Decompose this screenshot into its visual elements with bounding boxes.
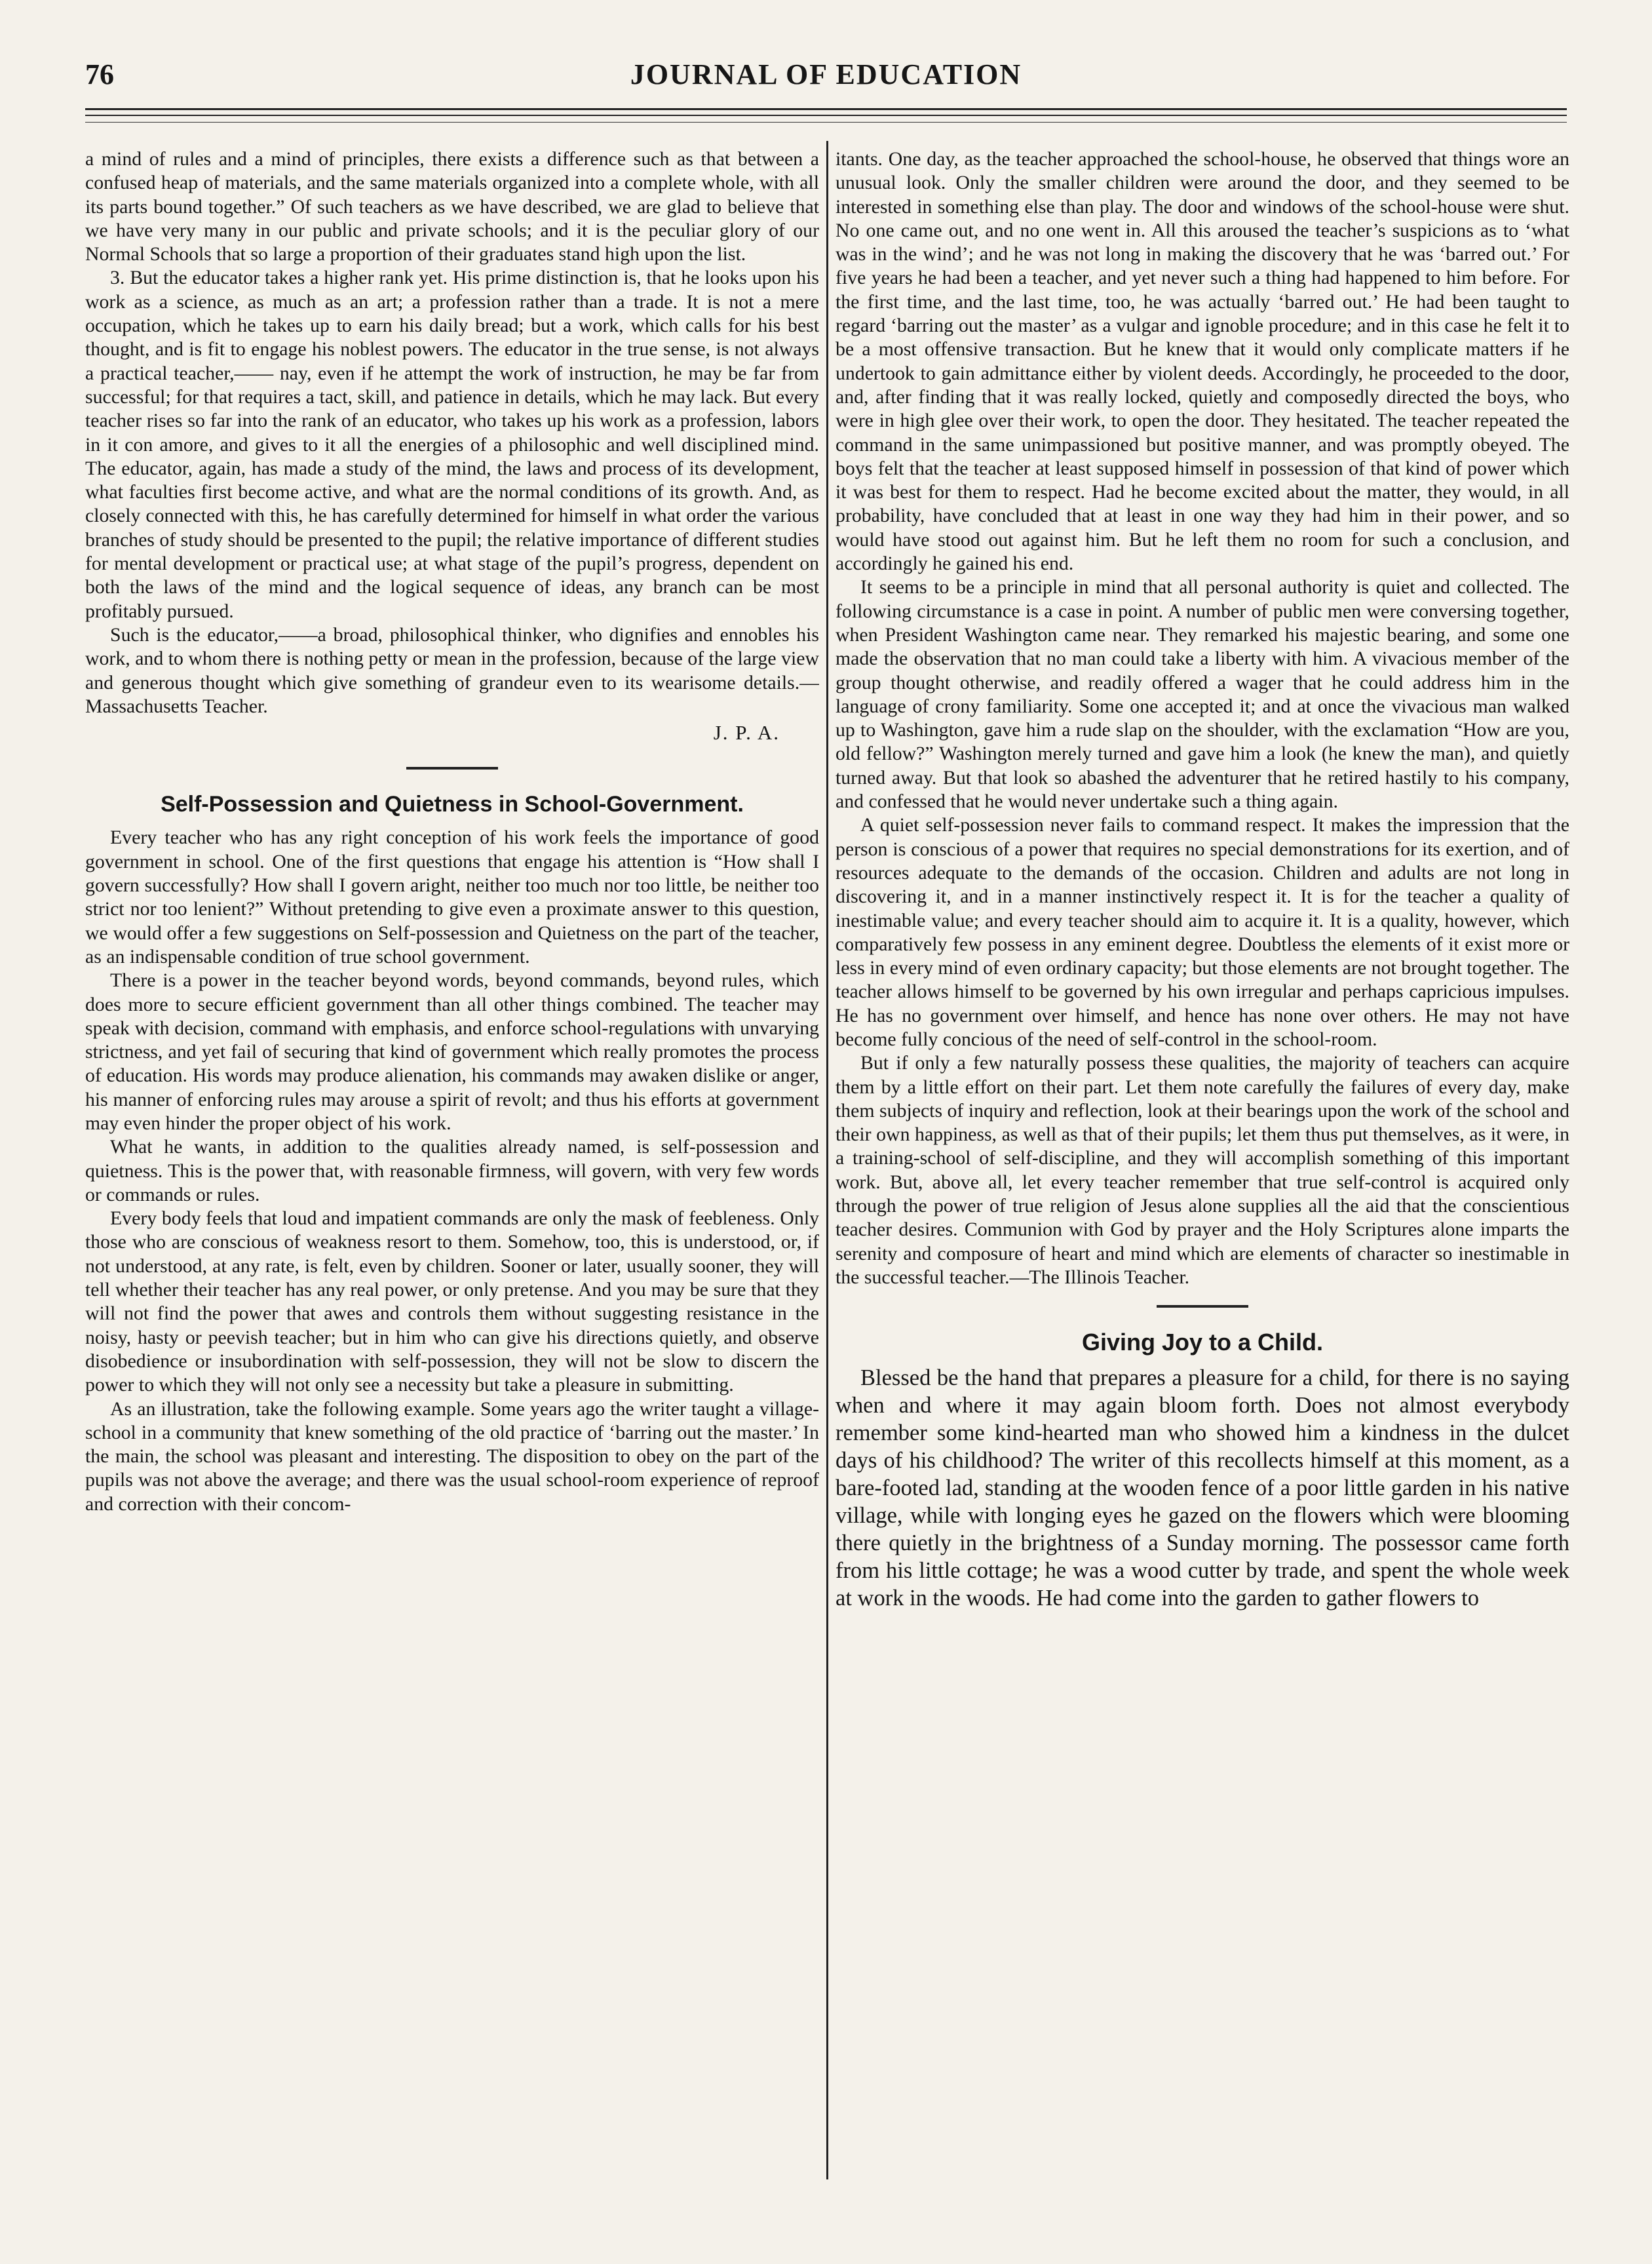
section-divider	[1157, 1305, 1248, 1308]
column-divider	[826, 141, 828, 2179]
left-column	[85, 147, 819, 2173]
section-divider	[406, 767, 498, 770]
body-paragraph: It seems to be a principle in mind that all personal authority is quiet and collected. The following circumstance is a case in point. A number of public men were conversing together, when President Washington came near. They remarked his majestic bearing, and some one made the observation that no man could take a liberty with him. A vivacious member of the group thought otherwise, and readily offered a wager that he could address him in the language of crony familiarity. Some one accepted it; and at once the vivacious man walked up to Washington, gave him a rude slap on the shoulder, with the exclamation “How are you, old fellow?” Washington merely turned and gave him a look (he knew the man), and quietly turned away. But that look so abashed the adventurer that he retired hastily to his company, and confessed that he would never undertake such a thing again.	[836, 576, 1569, 813]
author-signature: J. P. A.	[713, 721, 780, 745]
header-rule-thin	[85, 122, 1567, 123]
page-header	[85, 58, 1567, 104]
body-paragraph: Blessed be the hand that prepares a pleasure for a child, for there is no saying when and where it may again bloom forth. Does not almost everybody remember some kind-hearted man who showed him a kindness in the dulcet days of his childhood? The writer of this recollects himself at this moment, as a bare-footed lad, standing at the wooden fence of a poor little garden in his native village, while with longing eyes he gazed on the flowers which were blooming there quietly in the brightness of a Sunday morning. The possessor came forth from his little cottage; he was a wood cutter by trade, and spent the whole week at work in the woods. He had come into the garden to gather flowers to	[836, 1365, 1569, 1611]
body-paragraph: Every teacher who has any right conception of his work feels the importance of good government in school. One of the first questions that engage his attention is “How shall I govern successfully? How shall I govern aright, neither too much nor too little, be neither too strict nor too lenient?” Without pretending to give even a proximate answer to this question, we would offer a few suggestions on Self-possession and Quietness on the part of the teacher, as an indispensable condition of true school government.	[85, 827, 819, 967]
body-paragraph: Such is the educator,——a broad, philosophical thinker, who dignifies and ennobles his work, and to whom there is nothing petty or mean in the profession, because of the large view and generous thought which give something of grandeur even to its wearisome details.—Massachusetts Teacher.	[85, 623, 819, 717]
body-paragraph: 3. But the educator takes a higher rank yet. His prime distinction is, that he looks upon his work as a science, as much as an art; a profession rather than a trade. It is not a mere occupation, which he takes up to earn his daily bread; but a work, which calls for his best thought, and is fit to engage his noblest powers. The educator in the true sense, is not always a practical teacher,—— nay, even if he attempt the work of instruction, he may be far from successful; for that requires a tact, skill, and patience in details, which he may lack. But every teacher rises so far into the rank of an educator, who takes up his work as a profession, labors in it con amore, and gives to it all the energies of a philosophic and well disciplined mind. The educator, again, has made a study of the mind, the laws and process of its development, what faculties first become active, and what are the normal conditions of its growth. And, as closely connected with this, he has carefully determined for himself in what order the various branches of study should be presented to the pupil; the relative importance of different studies for mental development or practical use; at what stage of the pupil’s progress, dependent on both the laws of the mind and the logical sequence of ideas, any branch can be most profitably pursued.	[85, 267, 819, 622]
header-rule-double	[85, 115, 1567, 116]
body-paragraph: What he wants, in addition to the qualities already named, is self-possession and quietness. This is the power that, with reasonable firmness, will govern, with very few words or commands or rules.	[85, 1136, 819, 1205]
right-column	[836, 147, 1569, 2173]
body-paragraph: A quiet self-possession never fails to command respect. It makes the impression that the person is conscious of a power that requires no special demonstrations for its exertion, and of resources adequate to the demands of the occasion. Children and adults are not long in discovering it, and in a manner instinctively respect it. It is for the teacher a quality of inestimable value; and every teacher should aim to acquire it. It is a quality, however, which comparatively few possess in any eminent degree. Doubtless the elements of it exist more or less in every mind of even ordinary capacity; but those elements are not brought together. The teacher allows himself to be governed by his own irregular and perhaps capricious impulses. He has no government over himself, and hence has none over others. He may not have become fully concious of the need of self-control in the school-room.	[836, 814, 1569, 1050]
body-paragraph: itants. One day, as the teacher approached the school-house, he observed that things wore an unusual look. Only the smaller children were around the door, and they seemed to be interested in something else than play. The door and windows of the school-house were shut. No one came out, and no one went in. All this aroused the teacher’s suspicions as to ‘what was in the wind’; and he was not long in making the discovery that he was ‘barred out.’ For five years he had been a teacher, and yet never such a thing had happened to him before. For the first time, and the last time, too, he was actually ‘barred out.’ He had been taught to regard ‘barring out the master’ as a vulgar and ignoble procedure; and in this case he felt it to be a most offensive transaction. But he knew that it would only complicate matters if he undertook to gain admittance either by violent deeds. Accordingly, he proceeded to the door, and, after finding that it was really locked, quietly and composedly directed the boys, who were in high glee over their work, to open the door. They hesitated. The teacher repeated the command in the same unimpassioned but positive manner, and was promptly obeyed. The boys felt that the teacher at least supposed himself in possession of that kind of power which it was best for them to respect. Had he become excited about the matter, they would, in all probability, have concluded that at least in one way they had him in their power, and so would have stood out against him. But he left them no room for such a conclusion, and accordingly he gained his end.	[836, 148, 1569, 575]
body-paragraph: As an illustration, take the following example. Some years ago the writer taught a village-school in a community that knew something of the old practice of ‘barring out the master.’ In the main, the school was pleasant and interesting. The disposition to obey on the part of the pupils was not above the average; and there was the usual school-room experience of reproof and correction with their concom-	[85, 1397, 819, 1515]
body-paragraph: a mind of rules and a mind of principles, there exists a difference such as that between a confused heap of materials, and the same materials organized into a complete whole, with all its parts bound together.” Of such teachers as we have described, we are glad to believe that we have very many in our public and private schools; and it is the peculiar glory of our Normal Schools that so large a proportion of their graduates stand high upon the list.	[85, 148, 819, 265]
body-paragraph: But if only a few naturally possess these qualities, the majority of teachers can acquire them by a little effort on their part. Let them note carefully the failures of every day, make them subjects of inquiry and reflection, look at their bearings upon the work of the school and their own happiness, as well as that of their pupils; let them thus put themselves, as it were, in a training-school of self-discipline, and they will accomplish something of this important work. But, above all, let every teacher remember that true self-control is acquired only through the power of true religion of Jesus alone supplies all the aid that the conscientious teacher desires. Communion with God by prayer and the Holy Scriptures alone imparts the serenity and composure of heart and mind which are elements of character so inestimable in the successful teacher.—The Illinois Teacher.	[836, 1052, 1569, 1288]
body-paragraph: Every body feels that loud and impatient commands are only the mask of feebleness. Only those who are conscious of weakness resort to them. Somehow, too, this is understood, or, if not understood, at any rate, is felt, even by children. Sooner or later, usually sooner, they will tell whether their teacher has any real power, or only pretense. And you may be sure that they will not find the power that awes and controls them without suggesting resistance in the noisy, hasty or peevish teacher; but in him who can give his directions quietly, and observe disobedience or insubordination with self-possession, they will not be slow to discern the power to which they will not only see a necessity but take a pleasure in submitting.	[85, 1207, 819, 1396]
article-title: Self-Possession and Quietness in School-Government.	[161, 792, 744, 817]
article-title: Giving Joy to a Child.	[1081, 1329, 1324, 1356]
header-rule	[85, 108, 1567, 110]
journal-title: JOURNAL OF EDUCATION	[630, 58, 1022, 90]
page-number: 76	[85, 58, 114, 90]
body-paragraph: There is a power in the teacher beyond words, beyond commands, beyond rules, which does more to secure efficient government than all other things combined. The teacher may speak with decision, command with emphasis, and enforce school-regulations with unvarying strictness, and yet fail of securing that kind of government which really promotes the process of education. His words may produce alienation, his commands may awaken dislike or anger, his manner of enforcing rules may arouse a spirit of revolt; and thus his efforts at government may even hinder the proper object of his work.	[85, 969, 819, 1134]
